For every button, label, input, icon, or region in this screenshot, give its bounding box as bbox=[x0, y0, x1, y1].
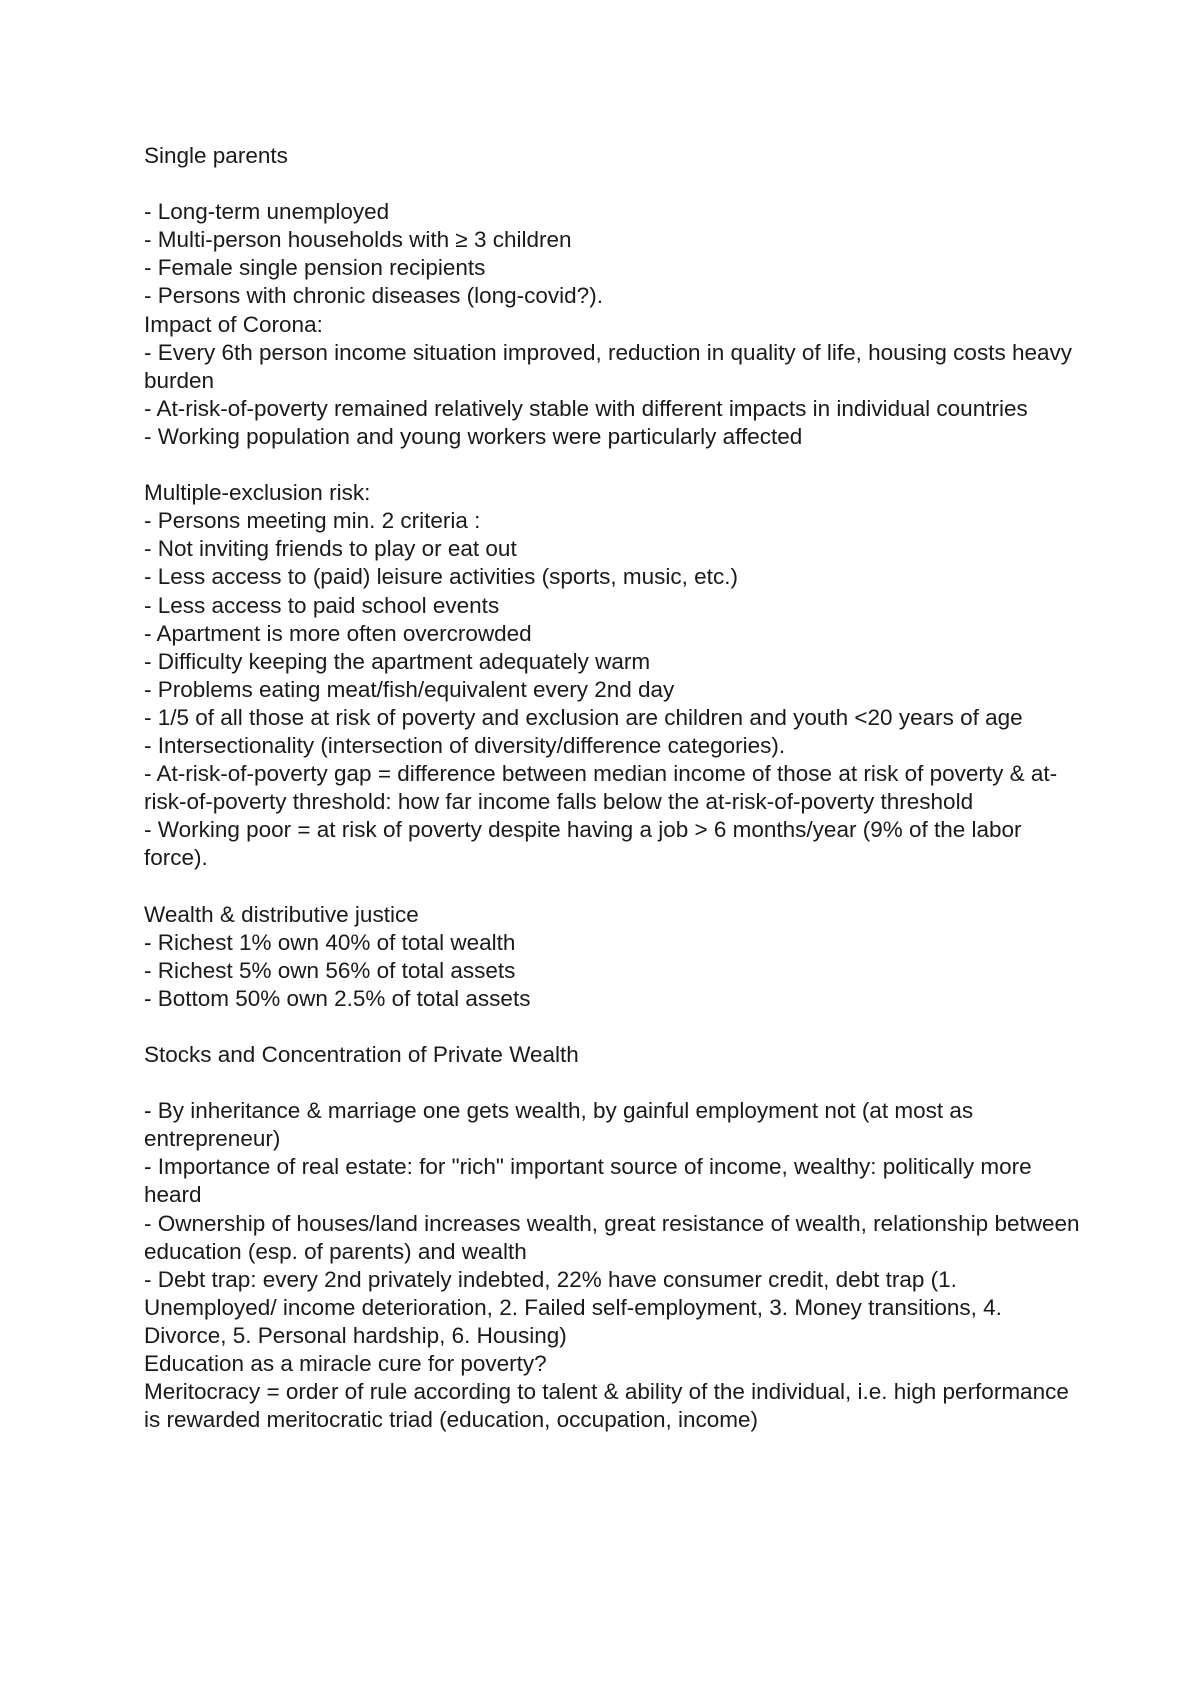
bullet-item: - Intersectionality (intersection of diversity/difference categories). bbox=[144, 732, 786, 758]
bullet-item: - Bottom 50% own 2.5% of total assets bbox=[144, 985, 531, 1011]
bullet-item: - At-risk-of-poverty remained relatively stable with different impacts in individual countries bbox=[144, 395, 1028, 421]
bullet-item: - Richest 1% own 40% of total wealth bbox=[144, 929, 516, 955]
bullet-item: - Less access to paid school events bbox=[144, 592, 500, 618]
blank-line bbox=[144, 1013, 1084, 1041]
bullet-item: - Debt trap: every 2nd privately indebted, 22% have consumer credit, debt trap (1. Unemployed/ income deterioration, 2. Failed self-employment, 3. Money transitions, 4. Divorce, 5. Personal hardship, 6. Housing) bbox=[144, 1266, 1002, 1348]
bullet-item: - Persons with chronic diseases (long-covid?). bbox=[144, 283, 603, 309]
bullet-item: - Importance of real estate: for "rich" important source of income, wealthy: politically more heard bbox=[144, 1154, 1032, 1208]
bullet-item: - 1/5 of all those at risk of poverty and exclusion are children and youth <20 years of age bbox=[144, 704, 1023, 730]
heading-wealth-distributive-justice: Wealth & distributive justice bbox=[144, 901, 419, 927]
bullet-item: - Difficulty keeping the apartment adequately warm bbox=[144, 648, 651, 674]
bullet-item: - Less access to (paid) leisure activities (sports, music, etc.) bbox=[144, 564, 738, 590]
heading-single-parents: Single parents bbox=[144, 143, 288, 168]
document-body bbox=[144, 142, 1084, 1434]
bullet-item: - At-risk-of-poverty gap = difference between median income of those at risk of poverty & at-risk-of-poverty threshold: how far income falls below the at-risk-of-poverty threshold bbox=[144, 761, 1058, 815]
bullet-item: - Every 6th person income situation improved, reduction in quality of life, housing costs heavy burden bbox=[144, 339, 1072, 393]
bullet-item: - Multi-person households with ≥ 3 children bbox=[144, 227, 572, 253]
bullet-item: - Female single pension recipients bbox=[144, 255, 486, 281]
bullet-item: - Richest 5% own 56% of total assets bbox=[144, 957, 516, 983]
blank-line bbox=[144, 1069, 1084, 1097]
bullet-item: - Working population and young workers were particularly affected bbox=[144, 423, 803, 449]
blank-line bbox=[144, 451, 1084, 479]
heading-stocks-concentration-private-wealth: Stocks and Concentration of Private Wealth bbox=[144, 1042, 579, 1067]
heading-education-miracle-cure: Education as a miracle cure for poverty? bbox=[144, 1351, 547, 1377]
bullet-item: - By inheritance & marriage one gets wealth, by gainful employment not (at most as entrepreneur) bbox=[144, 1098, 974, 1152]
paragraph-meritocracy: Meritocracy = order of rule according to talent & ability of the individual, i.e. high performance is rewarded meritocratic triad (education, occupation, income) bbox=[144, 1379, 1069, 1433]
heading-impact-of-corona: Impact of Corona: bbox=[144, 311, 323, 337]
blank-line bbox=[144, 872, 1084, 900]
bullet-item: - Apartment is more often overcrowded bbox=[144, 620, 532, 646]
bullet-item: - Not inviting friends to play or eat out bbox=[144, 536, 517, 562]
bullet-item: - Ownership of houses/land increases wealth, great resistance of wealth, relationship between education (esp. of parents) and wealth bbox=[144, 1210, 1080, 1264]
heading-multiple-exclusion-risk: Multiple-exclusion risk: bbox=[144, 480, 371, 506]
blank-line bbox=[144, 170, 1084, 198]
bullet-item: - Problems eating meat/fish/equivalent every 2nd day bbox=[144, 676, 675, 702]
bullet-item: - Long-term unemployed bbox=[144, 199, 390, 225]
bullet-item: - Persons meeting min. 2 criteria : bbox=[144, 508, 481, 534]
bullet-item: - Working poor = at risk of poverty despite having a job > 6 months/year (9% of the labor force). bbox=[144, 817, 1022, 871]
